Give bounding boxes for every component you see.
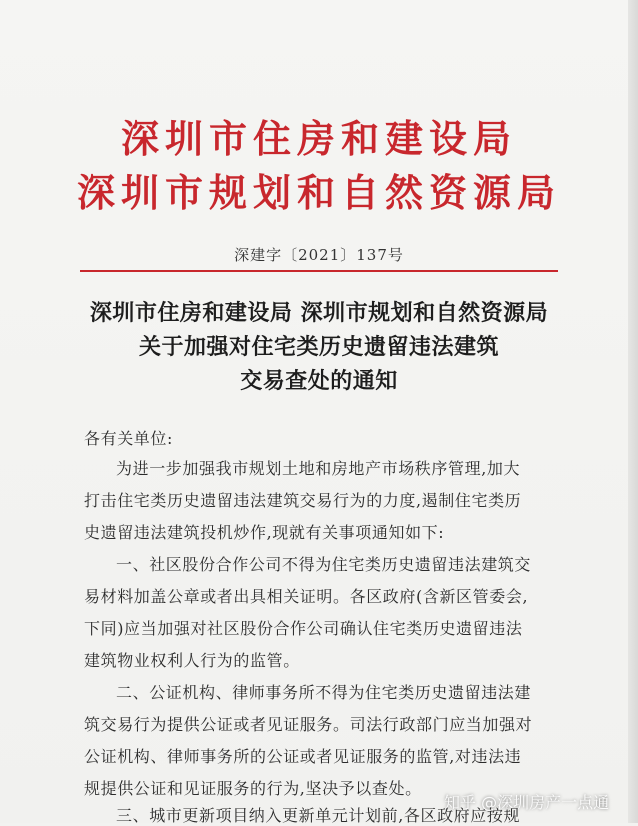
body-line: 三、城市更新项目纳入更新单元计划前,各区政府应按规 <box>116 806 521 825</box>
notice-title-line-3: 交易查处的通知 <box>240 368 398 394</box>
body-line: 二、公证机构、律师事务所不得为住宅类历史遗留违法建 <box>116 683 532 702</box>
notice-title-line-2: 关于加强对住宅类历史遗留违法建筑 <box>138 334 499 360</box>
red-divider-line <box>80 270 558 272</box>
body-line: 下同)应当加强对社区股份合作公司确认住宅类历史遗留违法 <box>84 619 523 638</box>
body-line: 筑交易行为提供公证或者见证服务。司法行政部门应当加强对 <box>84 715 533 734</box>
body-line: 史遗留违法建筑投机炒作,现就有关事项通知如下: <box>84 523 445 542</box>
body-line: 打击住宅类历史遗留违法建筑交易行为的力度,遏制住宅类历 <box>84 491 522 510</box>
body-line: 规提供公证和见证服务的行为,坚决予以查处。 <box>84 779 422 798</box>
body-line: 公证机构、律师事务所的公证或者见证服务的监管,对违法违 <box>84 747 522 766</box>
issuing-agency-1: 深圳市住房和建设局 <box>120 117 517 161</box>
notice-title-line-1: 深圳市住房和建设局 深圳市规划和自然资源局 <box>89 300 549 326</box>
body-line: 一、社区股份合作公司不得为住宅类历史遗留违法建筑交 <box>116 555 532 574</box>
salutation: 各有关单位: <box>84 429 173 448</box>
body-line: 为进一步加强我市规划土地和房地产市场秩序管理,加大 <box>116 459 521 478</box>
document-number: 深建字〔2021〕137号 <box>234 246 404 264</box>
body-line: 建筑物业权利人行为的监管。 <box>84 651 300 670</box>
issuing-agency-2: 深圳市规划和自然资源局 <box>76 171 561 215</box>
zhihu-watermark: 知乎 @深圳房产一点通 <box>444 793 610 812</box>
body-line: 易材料加盖公章或者出具相关证明。各区政府(含新区管委会, <box>84 587 529 606</box>
